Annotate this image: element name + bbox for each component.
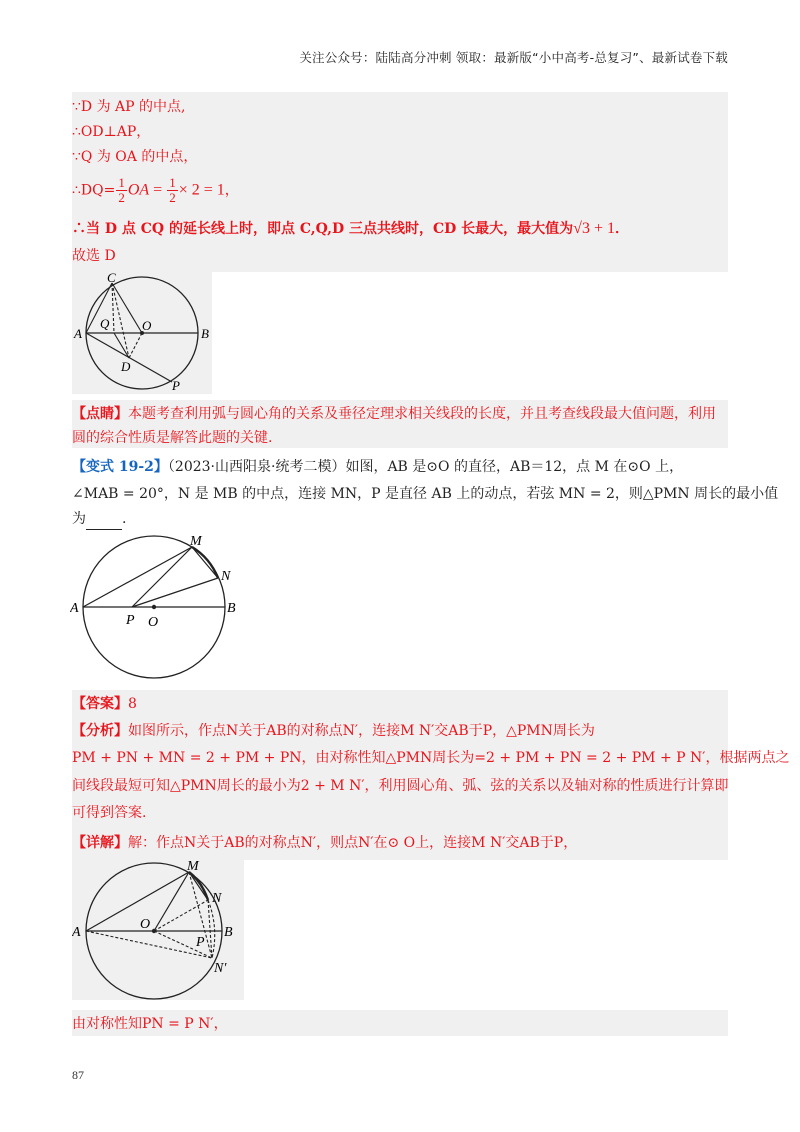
- label-B: B: [224, 925, 233, 940]
- label-P: P: [126, 613, 135, 628]
- figure-3-circle: [72, 858, 244, 1000]
- label-O: O: [140, 917, 151, 932]
- label-A: A: [72, 925, 81, 940]
- label-A: A: [70, 601, 79, 616]
- label-N: N: [212, 891, 222, 906]
- label-B: B: [201, 326, 209, 341]
- last-line: 由对称性知PN = P N′，: [72, 1016, 228, 1032]
- label-N: N: [221, 569, 231, 584]
- page-number: 87: [72, 1068, 84, 1082]
- comment-line-2: 圆的综合性质是解答此题的关键.: [72, 430, 273, 446]
- answer-blank: [86, 515, 122, 530]
- label-M: M: [187, 859, 199, 874]
- page-header: 关注公众号：陆陆高分冲刺 领取：最新版“小中高考-总复习”、最新试卷下载: [299, 50, 728, 65]
- label-Q: Q: [100, 316, 110, 331]
- label-N-prime: N′: [214, 961, 227, 976]
- label-O: O: [142, 318, 152, 333]
- figure-2-circle: [70, 533, 240, 683]
- problem-line-3: 为 .: [72, 508, 126, 530]
- analysis-line-4: 可得到答案.: [72, 805, 147, 821]
- answer-line: 【答案】8: [72, 696, 137, 712]
- detail-line: 【详解】解：作点N关于AB的对称点N′，则点N′在⊙ O上，连接M N′交AB于P，: [72, 835, 578, 851]
- label-O: O: [148, 615, 159, 630]
- analysis-line-3: 间线段最短可知△PMN周长的最小为2 + M N′，利用圆心角、弧、弦的关系以及轴对称的性质进行计算即: [72, 778, 729, 794]
- step-line-1: ∵D 为 AP 的中点,: [72, 99, 186, 115]
- problem-line-1: 【变式 19-2】（2023·山西阳泉·统考二模）如图，AB 是⊙O 的直径，AB＝12，点 M 在⊙O 上，: [72, 459, 684, 475]
- step-line-5: ∴当 D 点 CQ 的延长线上时，即点 C,Q,D 三点共线时，CD 长最大，最大值为√3 + 1．: [72, 220, 629, 237]
- step-line-4: ∴DQ= $\frac{1}{2}$ OA = $\frac{1}{2}$ × 2 = 1，: [72, 175, 239, 205]
- step-line-6: 故选 D: [72, 248, 116, 264]
- figure-1-circle: [72, 270, 212, 394]
- label-M: M: [190, 534, 202, 549]
- fraction-half-2: $\frac{1}{2}$: [169, 175, 176, 205]
- step-line-3: ∵Q 为 OA 的中点，: [72, 149, 198, 165]
- analysis-line-2: PM + PN + MN = 2 + PM + PN，由对称性知△PMN周长为=2 + PM + PN = 2 + PM + P N′，根据两点之: [72, 750, 790, 766]
- label-P: P: [196, 935, 205, 950]
- label-C: C: [107, 270, 116, 285]
- analysis-line-1: 【分析】如图所示，作点N关于AB的对称点N′，连接M N′交AB于P，△PMN周长为: [72, 723, 595, 739]
- label-D: D: [121, 359, 131, 374]
- label-P: P: [172, 378, 180, 393]
- label-A: A: [74, 326, 82, 341]
- problem-line-2: ∠MAB = 20°，N 是 MB 的中点，连接 MN，P 是直径 AB 上的动点，若弦 MN = 2，则△PMN 周长的最小值: [72, 486, 779, 502]
- label-B: B: [227, 601, 236, 616]
- fraction-half-1: $\frac{1}{2}$: [118, 175, 125, 205]
- step-line-2: ∴OD⊥AP，: [72, 124, 151, 140]
- comment-line-1: 【点睛】本题考查利用弧与圆心角的关系及垂径定理求相关线段的长度，并且考查线段最大值问题，利用: [72, 406, 716, 422]
